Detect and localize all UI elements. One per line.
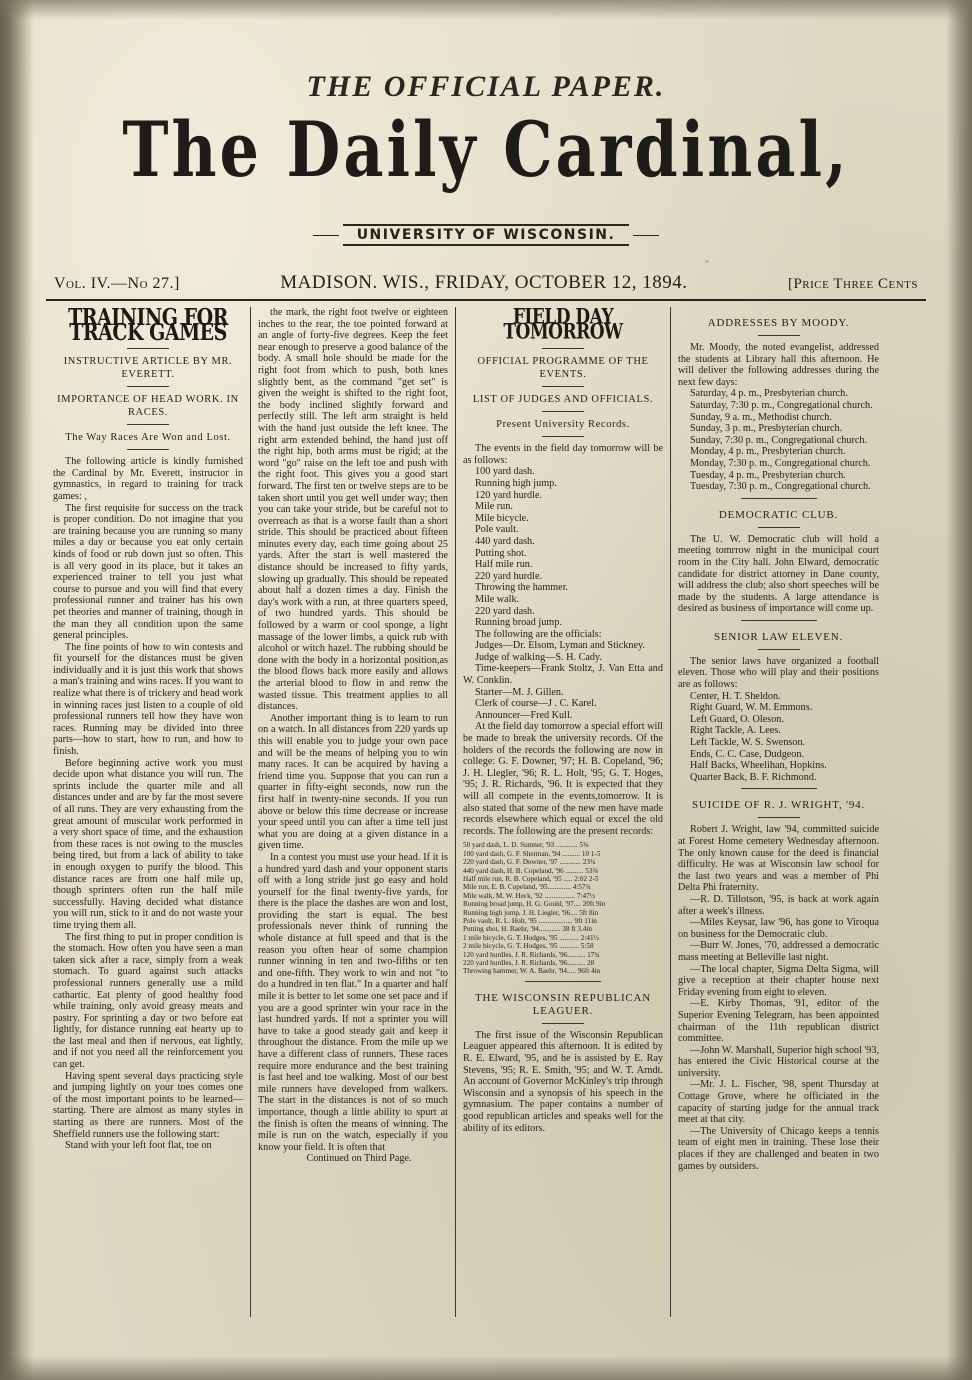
subhead-rule	[127, 424, 169, 425]
brief-item: —Mr. J. L. Fischer, '98, spent Thursday at Cottage Grove, where he officiated in the capacity of starting judge for the annual track meet at that city.	[678, 1079, 879, 1126]
subhead-rule	[127, 386, 169, 387]
column-one	[46, 307, 251, 1317]
section-rule	[741, 620, 817, 621]
paragraph: Having spent several days practicing style and jumping lightly on your toes comes one of the most important points to be learned—starting. There are almost as many styles in starting as there are runners. Most of the Sheffield runners use the following start:	[53, 1070, 243, 1140]
issue-line	[46, 272, 926, 301]
record-row: 100 yard dash, G. F. Sherman, '94 .......... 10 1-5	[463, 849, 601, 858]
dept-head-senior-law-eleven: SENIOR LAW ELEVEN.	[713, 630, 844, 643]
record-row: Mile run, E. B. Copeland, '95............. 4:57¾	[463, 883, 591, 892]
lineup-item: Left Guard, O. Oleson.	[690, 713, 784, 725]
volume-number: Vol. IV.—No 27.]	[54, 275, 180, 292]
paragraph: The events in the field day tomorrow will be as follows:	[463, 443, 663, 466]
brief-item: —E. Kirby Thomas, '91, editor of the Superior Evening Telegram, has been appointed chairman of the 11th republican district committee.	[678, 998, 879, 1045]
university-banner: UNIVERSITY OF WISCONSIN.	[343, 224, 630, 246]
dept-head-republican-leaguer: THE WISCONSIN REPUBLICAN LEAGUER.	[474, 991, 652, 1017]
dept-head-suicide-wright: SUICIDE OF R. J. WRIGHT, '94.	[692, 799, 865, 812]
paragraph: Another important thing is to learn to run on a watch. In all distances from 220 yards up this will enable you to judge your own pace and will be the means of helping you to win many races. It can be acquired by having a friend time you. Suppose that you can run a quarter in fifty-eight seconds, now run the first half in twenty-nine seconds. If you run above or below this time decrease or increase your speed until you can after a time tell just what you are doing at a given distance in a given time.	[258, 712, 448, 852]
event-item: Mile bicycle.	[475, 512, 529, 524]
subhead-rule	[542, 436, 584, 437]
paragraph: In a contest you must use your head. If it is a hundred yard dash and your opponent starts off with a long stride just go easy and hold yourself for the final twenty-five yards, for there is the place the dashes are won and lost, providing the start is equal. The best professionals never think of running the whole distance at full speed and that is the reason you often hear of some champion runner winning in ten and two-fifths or ten and one-fifth. They work to win and not "to do a hundred in ten flat." In a quarter and half mile it is better to let some one set pace and if you are a good sprinter win your race in the last hundred yards. If not a sprinter you will have to take a good steady gait and keep it throughout the distance. From the mile up we have a different class of runners. These races require more endurance and the best training is fast heel and toe walking. Most of our best mile runners have developed from walkers. The start in the distances is not of so much importance, though a little ability to spurt at the finish is often the means of winning. The mile is run on the watch, especially if you know your field. It is often that	[258, 851, 448, 1153]
record-row: 220 yard hurdles, J. R. Richards, '96.......... 28	[463, 959, 595, 968]
paragraph: Robert J. Wright, law '94, committed suicide at Forest Home cemetery Wednesday afternoon. The only known cause for the deed is financial difficulty. He was at Wisconsin law school for the last two years and was a member of Phi Delta Phi fraternity.	[678, 824, 879, 894]
subhead-present-records: Present University Records.	[496, 419, 630, 431]
page-edge-bottom-shadow	[0, 1356, 972, 1380]
event-item: Putting shot.	[475, 547, 527, 559]
lineup-item: Right Guard, W. M. Emmons.	[690, 702, 813, 714]
continued-note: Continued on Third Page.	[306, 1153, 412, 1165]
university-banner-wrap	[46, 224, 926, 246]
headline-rule	[127, 348, 169, 349]
event-item: 220 yard dash.	[475, 605, 535, 617]
event-item: Mile walk.	[475, 593, 520, 605]
section-rule	[525, 981, 601, 982]
section-rule	[741, 788, 817, 789]
paragraph: Before beginning active work you must decide upon what distance you will run. The sprints include the quarter mile and all distances under and are by far the most severe of all runs. They are very exhausting from the great amount of muscular work performed in a very short space of time, and the exhaustion from these races is not owing to the muscles being tired, but from a lack of ability to take in enough oxygen to purify the blood. This distance races are from one half mile up, though sprinters often run the half mile successfully. Having decided what distance you will run, stick to it and do not waste your time trying them all.	[53, 757, 243, 931]
schedule-item: Monday, 7:30 p. m., Congregational church.	[690, 457, 871, 469]
headline-training-for-track-games: TRAINING FOR TRACK GAMES	[68, 307, 228, 346]
record-row: 440 yard dash, H. B. Copeland, '96 .......... 53⅜	[463, 866, 598, 875]
record-row: Pole vault, R. L. Holt, '95 ................... 9ft 11in	[463, 917, 597, 926]
record-row: Throwing hammer, W. A. Baehr, '94..... 96ft 4in	[463, 967, 601, 976]
brief-item: —The University of Chicago keeps a tennis team of eight men in training. These lose their places if they are challenged and beaten in two games by outsiders.	[678, 1125, 879, 1172]
brief-item: —The local chapter, Sigma Delta Sigma, will give a reception at their chapter house next Friday evening from eight to eleven.	[678, 963, 879, 998]
headline-field-day-tomorrow: FIELD DAY TOMORROW	[503, 307, 623, 345]
subhead-rule	[542, 411, 584, 412]
brief-item: —John W. Marshall, Superior high school '93, has entered the Civic Historical course at the university.	[678, 1044, 879, 1079]
paragraph: The following are the officials:	[475, 628, 602, 640]
newspaper-sheet	[46, 22, 926, 1352]
official-item: Judges—Dr. Elsom, Lyman and Stickney.	[475, 640, 645, 652]
event-item: Running high jump.	[475, 477, 557, 489]
official-item: Judge of walking—S. H. Cady.	[475, 651, 602, 663]
subhead-instructive-article: INSTRUCTIVE ARTICLE BY MR. EVERETT.	[63, 356, 233, 381]
schedule-item: Tuesday, 4 p. m., Presbyterian church.	[690, 469, 846, 481]
dept-rule	[758, 335, 800, 336]
lineup-item: Right Tackle, A. Lees.	[690, 725, 781, 737]
column-four	[671, 307, 886, 1317]
paragraph: The first thing to put in proper condition is the stomach. How often you have seen a man taken sick after a race, simply from a weak stomach. To guard against such attacks professional runners generally use a mild cathartic. Eat plenty of good healthy food while training, only avoid greasy meats and pastry. For sprinting a day or two before eat lightly, for distance running eat hearty up to the last meal and then if nervous, eat lightly, and if not you need all the reinforcement you can get.	[53, 931, 243, 1071]
page-edge-left-shadow	[0, 0, 34, 1380]
paragraph: the mark, the right foot twelve or eighteen inches to the rear, the toe pointed forward at an angle of forty-five degrees. Keep the feet near enough to preserve a good balance of the body. A small hole should be made for the right foot from which to push, both knes slightly bent, as the command "get set" is given the weight is shifted to the right foot, the body inclined slightly forward and perfectly still. The left arm straight is held with the hand just outside the left knee. The right arm extended behind, the hand just off the right hip, both arms must be rigid; at the word "go" raise on the left toe and push with the right foot. This gives you a good start forward. The first ten or twelve steps are to be taken short until you get well under way; then you can take your stride, but be careful not to overreach as that is a worse fault than a short stride. This should be practiced about fifteen minutes every day, each time going about 25 yards. After the start is well mastered the distance should be increased to fifty yards, slowing up gradually. This should be repeated about half a dozen times a day. Finish the day's work with a run, at three quarters speed, of two hundred yards. This should be followed by a warm or cool sponge, a light massage of the lower limbs, a quick rub with alcohol or witch hazel. The rubbing should be done with the body in a horizontal position,as the blood flows back more easily and allows the arterial blood to flow in and renw the wasted tissue. This treatment applies to all distances.	[258, 307, 448, 713]
page-edge-top-shadow	[0, 0, 972, 20]
subhead-importance-head-work: IMPORTANCE OF HEAD WORK. IN RACES.	[57, 394, 239, 419]
subhead-list-of-judges: LIST OF JUDGES AND OFFICIALS.	[472, 394, 654, 406]
record-row: 120 yard hurdles, J. R. Richards, '96.......... 17¾	[463, 950, 600, 959]
banner-right-dash-icon	[633, 235, 659, 236]
record-row: Running broad jump, H. G. Gould, '97.... 20ft 9in	[463, 900, 606, 909]
lineup-item: Quarter Back, B. F. Richmond.	[690, 771, 817, 783]
headline-rule	[542, 348, 584, 349]
paragraph: The U. W. Democratic club will hold a meeting tomrrow night in the municipal court room in the City hall. John Elward, democratic candidate for district attorney in Dane county, will address the club; also short speeches will be made by the students. A large attendance is desired as business of importance will come up.	[678, 533, 879, 615]
event-item: 220 yard hurdle.	[475, 570, 543, 582]
record-row: 2 mile bicycle, G. T. Hodges, '95 ........... 5:58	[463, 942, 594, 951]
paragraph: The fine points of how to win contests and fit yourself for the distances must be given individually and it is just this work that shows a man's training and wins races. If you want to realize what there is of trickery and head work in winning races just listen to a couple of old professional runners tell how they have won races. Running may be divided into three parts—how to start, how to run, and how to finish.	[53, 641, 243, 758]
article-columns	[46, 307, 926, 1317]
paragraph: The first requisite for success on the track is proper condition. Do not imagine that you are training because you are running so many miles a day or because you eat only certain kinds of food or rub down just so often. This is all very good in its place, but it takes an experienced trainer to tell you just what course to pursue and you will find that every professional runner and trainer has his own pet theories and manner of training, though in the man they all condition upon the same general principles.	[53, 502, 243, 642]
lineup-item: Half Backs, Wheelihan, Hopkins.	[690, 760, 827, 772]
paragraph: At the field day tomorrow a special effort will be made to break the university records. Of the holders of the records the following are now in college: G. F. Downer, '97; H. B. Copeland, '96; J. H. Llegler, '96; R. L. Holt, '95; G. T. Hoges, '95; J. R. Richards, '96. It is expected that they will all compete in the events,tomorrow. It is also stated that some of the new men have made records elsewhere which equal or excel the old records. The following are the present records:	[463, 721, 663, 837]
paragraph: The senior laws have organized a football eleven. Those who will play and their positions are as follows:	[678, 655, 879, 691]
official-item: Starter—M. J. Gillen.	[475, 686, 564, 698]
event-item: Mile run.	[475, 501, 513, 513]
record-row: 50 yard dash, L. D. Sumner, '93 ............ 5⅜	[463, 841, 589, 850]
column-two	[251, 307, 456, 1317]
lineup-item: Left Tackle, W. S. Swenson.	[690, 737, 806, 749]
section-rule	[741, 498, 817, 499]
banner-left-dash-icon	[313, 235, 339, 236]
lineup-item: Ends, C. C. Case, Dudgeon.	[690, 748, 805, 760]
paragraph: The following article is kindly furnished the Cardinal by Mr. Everett, instructor in gymnastics, in regard to training for track games: ,	[53, 456, 243, 502]
column-three	[456, 307, 671, 1317]
brief-item: —Miles Keysar, law '96, has gone to Viroqua on business for the Democratic club.	[678, 917, 879, 940]
masthead-title: The Daily Cardinal,	[122, 105, 850, 195]
record-row: Putting shot, H. Baehr, '94............ 38 ft 3.4in	[463, 925, 592, 934]
official-item: Announcer—Fred Kull.	[475, 709, 573, 721]
records-table	[463, 841, 663, 976]
official-item: Clerk of course—J . C. Karel.	[475, 698, 597, 710]
brief-item: —R. D. Tillotson, '95, is back at work again after a week's illness.	[678, 893, 879, 917]
event-item: 100 yard dash.	[475, 466, 535, 478]
brief-item: —Burr W. Jones, '70, addressed a democratic mass meeting at Belleville last night.	[678, 940, 879, 963]
dept-head-addresses-by-moody: ADDRESSES BY MOODY.	[707, 317, 850, 329]
subhead-way-races-won: The Way Races Are Won and Lost.	[65, 432, 231, 444]
schedule-item: Saturday, 4 p. m., Presbyterian church.	[690, 388, 848, 400]
schedule-item: Tuesday, 7:30 p. m., Congregational church.	[690, 481, 871, 493]
paragraph: Mr. Moody, the noted evangelist, addressed the students at Library hall this afternoon. He will deliver the following addresses during the next few days:	[678, 342, 879, 388]
record-row: 1 mile bicycle, G. T. Hodges, '95 ........... 2:41½	[463, 933, 599, 942]
paragraph: Stand with your left foot flat, toe on	[65, 1140, 212, 1152]
schedule-item: Sunday, 7:30 p. m., Congregational church.	[690, 434, 868, 446]
schedule-item: Sunday, 3 p. m., Presbyterian church.	[690, 423, 843, 435]
schedule-item: Monday, 4 p. m., Presbyterian church.	[690, 446, 846, 458]
event-item: Throwing the hammer.	[475, 582, 569, 594]
event-item: Running broad jump.	[475, 617, 562, 629]
record-row: Running high jump, J. H. Liegler, '96.... 5ft 8in	[463, 908, 599, 917]
subhead-official-programme: OFFICIAL PROGRAMME OF THE EVENTS.	[477, 356, 649, 381]
official-item: Time-keepers—Frank Stoltz, J. Van Etta and W. Conklin.	[463, 663, 663, 687]
record-row: Half mile run, R. B. Copeland, '95 ..... 2:02 2-5	[463, 875, 599, 883]
event-item: Pole vault.	[475, 524, 519, 536]
page-edge-right-shadow	[946, 0, 972, 1380]
dept-head-democratic-club: DEMOCRATIC CLUB.	[718, 508, 839, 521]
dateline: MADISON. WIS., FRIDAY, OCTOBER 12, 1894.	[280, 272, 688, 293]
event-item: Half mile run.	[475, 559, 533, 571]
event-item: 440 yard dash.	[475, 535, 535, 547]
schedule-item: Sunday, 9 a. m., Methodist church.	[690, 411, 832, 423]
subhead-rule	[542, 386, 584, 387]
official-paper-banner: THE OFFICIAL PAPER.	[306, 70, 666, 103]
record-row: 220 yard dash, G. F. Downer, '97 ............ 23¾	[463, 858, 596, 867]
subhead-rule	[127, 449, 169, 450]
dept-rule	[542, 1023, 584, 1024]
price-label: [Price Three Cents	[787, 276, 918, 292]
paragraph: The first issue of the Wisconsin Republican Leaguer appeared this afternoon. It is edited by R. E. Elward, '95, and he is assisted by E. Ray Stevens, '95; R. E. Smith, '95; and W. T. Arndt. An account of Governor McKinley's trip through Wisconsin and a synopsis of his speech in the gymnasium. The paper contains a number of good republican articles and speaks well for the ability of its editors.	[463, 1029, 663, 1134]
record-row: Mile walk, M. W. Heck, '92 ................. 7:47½	[463, 891, 596, 900]
dept-rule	[758, 817, 800, 818]
event-item: 120 yard hurdle.	[475, 489, 543, 501]
dept-rule	[758, 527, 800, 528]
schedule-item: Saturday, 7:30 p. m., Congregational church.	[690, 399, 873, 411]
dept-rule	[758, 649, 800, 650]
lineup-item: Center, H. T. Sheldon.	[690, 690, 781, 702]
